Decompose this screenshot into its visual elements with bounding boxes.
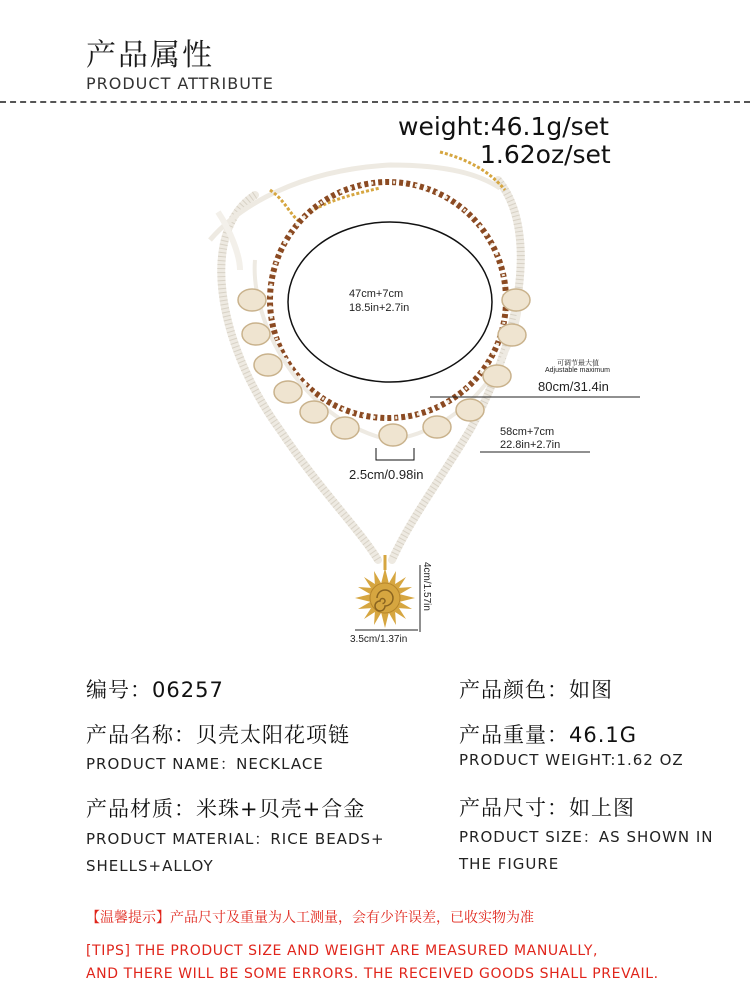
middle-size-in: 22.8in+2.7in [500, 439, 561, 451]
product-size-cn: 产品尺寸：如上图 [459, 796, 635, 820]
product-number: 编号：06257 [86, 678, 224, 702]
tip-en [86, 940, 659, 986]
middle-size-cm: 58cm+7cm [500, 426, 555, 438]
inner-size-cm: 47cm+7cm [349, 288, 404, 300]
set-weight-ounces: 1.62oz/set [480, 140, 611, 169]
inner-size-in: 18.5in+2.7in [349, 302, 410, 314]
product-size-en-2: THE FIGURE [459, 855, 560, 873]
tip-en-line-1: [TIPS] THE PRODUCT SIZE AND WEIGHT ARE MEASURED MANUALLY, [86, 943, 599, 959]
product-color: 产品颜色：如图 [459, 678, 613, 702]
pendant-height: 4cm/1.57in [421, 562, 432, 611]
shell-width: 2.5cm/0.98in [349, 467, 424, 482]
dashed-divider [0, 101, 750, 103]
pendant-width: 3.5cm/1.37in [350, 634, 408, 645]
product-material-cn: 产品材质：米珠+贝壳+合金 [86, 797, 366, 821]
necklace-illustration [0, 105, 750, 655]
adjustable-label-cn: 可调节最大值 [557, 360, 599, 367]
gold-chain-left [270, 190, 300, 222]
max-length: 80cm/31.4in [538, 379, 609, 394]
product-material-en-1: PRODUCT MATERIAL：RICE BEADS+ [86, 830, 385, 848]
page-title: 产品属性 [86, 38, 214, 73]
page-subtitle: PRODUCT ATTRIBUTE [86, 74, 274, 93]
product-material-en-2: SHELLS+ALLOY [86, 857, 214, 875]
product-weight-cn: 产品重量：46.1G [459, 723, 638, 747]
shell-width-bracket [376, 448, 414, 460]
product-size-en-1: PRODUCT SIZE：AS SHOWN IN [459, 828, 714, 846]
sun-pendant-icon [355, 568, 415, 628]
product-name-en: PRODUCT NAME：NECKLACE [86, 755, 324, 773]
tip-cn: 【温馨提示】产品尺寸及重量为人工测量，会有少许误差，已收实物为准 [86, 910, 534, 926]
tip-en-line-2: AND THERE WILL BE SOME ERRORS. THE RECEIVED GOODS SHALL PREVAIL. [86, 966, 659, 982]
set-weight-grams: weight:46.1g/set [398, 112, 609, 141]
product-name-cn: 产品名称：贝壳太阳花项链 [86, 723, 350, 747]
adjustable-label-en: Adjustable maximum [545, 367, 610, 374]
product-weight-en: PRODUCT WEIGHT:1.62 OZ [459, 751, 684, 769]
